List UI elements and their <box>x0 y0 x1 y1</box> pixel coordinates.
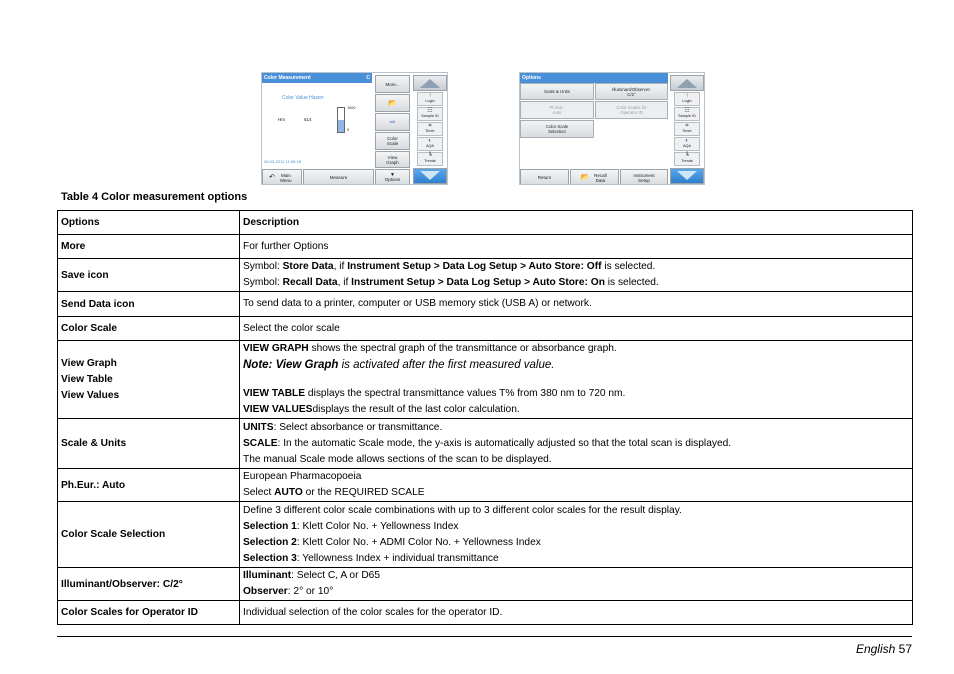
description-line: Observer: 2° or 10° <box>243 586 334 597</box>
illuminant-observer-option[interactable] <box>595 83 668 100</box>
scale-max-label: 1000 <box>347 106 356 110</box>
option-cell: Color Scale <box>58 317 240 341</box>
screen-title: Color Measurement <box>264 75 311 81</box>
result-name: Hm <box>278 117 285 122</box>
description-cell <box>240 568 913 601</box>
instrument-setup-button[interactable] <box>620 169 668 185</box>
option-cell: Color Scales for Operator ID <box>58 601 240 625</box>
scale-min-label: 0 <box>347 128 350 132</box>
note-line: Note: View Graph is activated after the first measured value. <box>243 359 555 371</box>
option-cell: More <box>58 235 240 259</box>
table-header-row <box>58 211 913 235</box>
scroll-up-button[interactable] <box>413 75 447 91</box>
description-line: Select AUTO or the REQUIRED SCALE <box>243 487 425 498</box>
operator-id-label: Color Scales for Operator ID <box>616 105 647 115</box>
description-line: Selection 3: Yellowness Index + individual transmittance <box>243 552 499 564</box>
description-line: Symbol: Store Data, if Instrument Setup > Data Log Setup > Auto Store: Off is selected. <box>243 261 656 272</box>
option-cell: Send Data icon <box>58 292 240 317</box>
more-button[interactable] <box>375 75 410 93</box>
measure-button[interactable] <box>303 169 374 185</box>
return-button[interactable] <box>520 169 569 185</box>
login-button[interactable] <box>674 92 700 106</box>
save-button[interactable] <box>375 94 410 112</box>
description-line: The manual Scale mode allows sections of the scan to be displayed. <box>243 453 552 465</box>
measure-label: Measure <box>329 175 348 180</box>
description-cell <box>240 419 913 469</box>
scale-units-option[interactable] <box>520 83 594 100</box>
arrow-up-icon <box>671 76 703 90</box>
option-cell <box>58 341 240 419</box>
result-value: 514 <box>304 117 312 122</box>
table-row <box>58 292 913 317</box>
recall-data-button[interactable] <box>570 169 619 185</box>
table-row <box>58 341 913 419</box>
option-cell: Scale & Units <box>58 419 240 469</box>
description-line: European Pharmacopoeia <box>243 471 362 482</box>
description-cell: Individual selection of the color scales for the operator ID. <box>240 601 913 625</box>
timer-button[interactable] <box>674 122 700 136</box>
aqa-button[interactable] <box>417 137 443 151</box>
back-arrow-icon: ↶ <box>269 174 275 181</box>
color-measurement-screenshot <box>261 72 448 185</box>
login-icon: ↑ <box>428 93 432 99</box>
scroll-down-button[interactable] <box>413 168 447 184</box>
timer-label: Timer <box>425 129 435 133</box>
aqa-icon: ◐ <box>685 138 689 144</box>
table-row <box>58 235 913 259</box>
options-title-bar <box>520 73 668 83</box>
arrow-down-icon <box>414 169 446 183</box>
description-cell: Select the color scale <box>240 317 913 341</box>
main-menu-label: Main Menu <box>280 172 292 183</box>
table-row <box>58 601 913 625</box>
sample-id-label: Sample ID <box>421 114 439 118</box>
aqa-button[interactable] <box>674 137 700 151</box>
timer-icon: ⌗ <box>685 123 689 129</box>
option-cell: Illuminant/Observer: C/2° <box>58 568 240 601</box>
description-line: VIEW VALUESdisplays the result of the last color calculation. <box>243 404 520 415</box>
instrument-setup-label: Instrument Setup <box>633 172 655 183</box>
send-data-icon: ⇨ <box>389 118 396 126</box>
table-row <box>58 317 913 341</box>
login-icon: ↑ <box>685 93 689 99</box>
timer-button[interactable] <box>417 122 443 136</box>
trends-button[interactable] <box>674 152 700 166</box>
sample-id-label: Sample ID <box>678 114 696 118</box>
options-title: Options <box>522 75 541 81</box>
description-cell: To send data to a printer, computer or USB memory stick (USB A) or network. <box>240 292 913 317</box>
header-options: Options <box>58 211 240 235</box>
trends-icon: ┗ <box>685 153 689 159</box>
timer-icon: ⌗ <box>428 123 432 129</box>
sample-id-button[interactable] <box>417 107 443 121</box>
description-line: Define 3 different color scale combinations with up to 3 different color scales for the result display. <box>243 504 682 516</box>
table-row <box>58 259 913 292</box>
description-line: Illuminant: Select C, A or D65 <box>243 570 381 581</box>
description-line: Selection 1: Klett Color No. + Yellowness Index <box>243 520 459 532</box>
options-label: Options <box>384 177 401 182</box>
sample-id-button[interactable] <box>674 107 700 121</box>
options-button[interactable] <box>375 169 410 185</box>
table-caption: Table 4 Color measurement options <box>61 191 248 203</box>
send-data-button[interactable] <box>375 113 410 131</box>
options-table <box>57 210 913 625</box>
options-screenshot <box>519 72 705 185</box>
ph-eur-option[interactable] <box>520 101 594 119</box>
main-menu-button[interactable] <box>262 169 302 185</box>
option-cell: Save icon <box>58 259 240 292</box>
description-line: Selection 2: Klett Color No. + ADMI Color No. + Yellowness Index <box>243 536 541 548</box>
timer-label: Timer <box>682 129 692 133</box>
chevron-down-icon: ▼ <box>390 172 395 178</box>
description-cell <box>240 502 913 568</box>
option-view-values: View Values <box>61 389 120 401</box>
trends-icon: ┗ <box>428 153 432 159</box>
ph-eur-label: Ph.Eur.: Auto <box>549 105 565 115</box>
arrow-down-icon <box>671 169 703 183</box>
option-cell: Color Scale Selection <box>58 502 240 568</box>
clipboard-icon: ☷ <box>427 108 433 114</box>
screen-title-bar <box>262 73 372 83</box>
description-cell <box>240 259 913 292</box>
option-view-table: View Table <box>61 373 113 385</box>
footer-language: English <box>855 642 896 656</box>
folder-icon: 📂 <box>388 99 397 107</box>
description-line: Symbol: Recall Data, if Instrument Setup > Data Log Setup > Auto Store: On is selected. <box>243 277 659 288</box>
description-cell: For further Options <box>240 235 913 259</box>
description-line: UNITS: Select absorbance or transmittance. <box>243 421 443 433</box>
timestamp: 08-03-2012 11:08:18 <box>264 159 301 164</box>
color-scale-selection-option[interactable] <box>520 120 594 138</box>
close-label: C <box>366 75 370 81</box>
illuminant-observer-label: Illuminant/Observer: C/2° <box>612 86 651 97</box>
description-line: SCALE: In the automatic Scale mode, the y-axis is automatically adjusted so that the total scan is displayed. <box>243 437 732 449</box>
description-line: VIEW TABLE displays the spectral transmittance values T% from 380 nm to 720 nm. <box>243 388 626 399</box>
footer-rule <box>57 636 912 637</box>
table-row <box>58 568 913 601</box>
folder-icon: 📂 <box>580 174 590 181</box>
login-label: Login <box>425 99 435 103</box>
description-cell <box>240 341 913 419</box>
scroll-up-button[interactable] <box>670 75 704 91</box>
option-view-graph: View Graph <box>61 357 117 369</box>
page-footer <box>856 642 912 656</box>
clipboard-icon: ☷ <box>684 108 690 114</box>
aqa-icon: ◐ <box>428 138 432 144</box>
view-graph-button[interactable] <box>375 151 410 168</box>
trends-label: Trends <box>681 159 693 163</box>
scale-units-label: Scale & Units <box>544 89 570 94</box>
view-graph-label: View Graph <box>386 154 399 165</box>
description-line: VIEW GRAPH shows the spectral graph of the transmittance or absorbance graph. <box>243 343 617 354</box>
table-row <box>58 469 913 502</box>
color-value-label: Color Value Hazen <box>282 95 324 101</box>
trends-button[interactable] <box>417 152 443 166</box>
arrow-up-icon <box>414 76 446 90</box>
color-scale-selection-label: Color Scale Selection <box>545 124 569 134</box>
scroll-down-button[interactable] <box>670 168 704 184</box>
description-cell <box>240 469 913 502</box>
page-number: 57 <box>898 642 912 656</box>
header-description: Description <box>240 211 913 235</box>
option-cell: Ph.Eur.: Auto <box>58 469 240 502</box>
table-row <box>58 419 913 469</box>
aqa-label: AQA <box>425 144 435 148</box>
login-button[interactable] <box>417 92 443 106</box>
result-bar-gauge <box>337 107 345 133</box>
recall-data-label: Recall Data <box>594 172 607 183</box>
return-label: Return <box>537 175 552 180</box>
operator-id-option[interactable] <box>595 101 668 119</box>
color-scale-button[interactable] <box>375 132 410 150</box>
login-label: Login <box>682 99 692 103</box>
trends-label: Trends <box>424 159 436 163</box>
aqa-label: AQA <box>682 144 692 148</box>
color-scale-label: Color Scale <box>386 136 399 146</box>
more-button-label: More... <box>385 81 400 87</box>
table-row <box>58 502 913 568</box>
